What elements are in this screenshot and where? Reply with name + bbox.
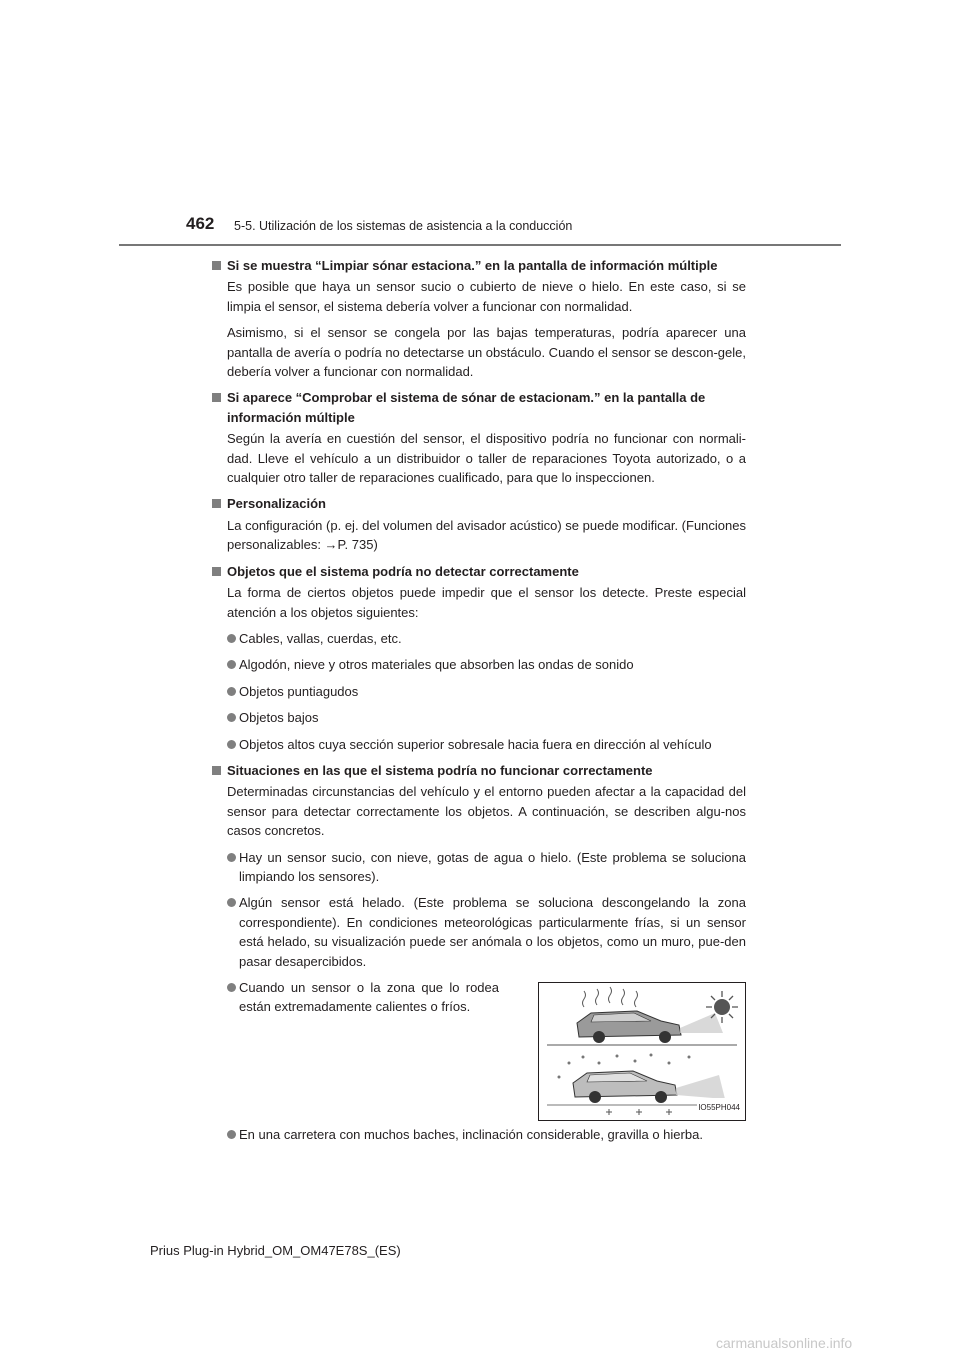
sensor-wave-icon bbox=[680, 1013, 723, 1033]
illustration-hot-cold-sensor bbox=[538, 982, 746, 1121]
page-number: 462 bbox=[186, 214, 215, 233]
ice-crystal-icon bbox=[606, 1109, 672, 1115]
watermark: carmanualsonline.info bbox=[716, 1335, 853, 1351]
header-rule bbox=[119, 244, 841, 246]
figure-row bbox=[210, 978, 746, 1121]
footer-document-id: Prius Plug-in Hybrid_OM_OM47E78S_(ES) bbox=[150, 1243, 401, 1258]
bullet-list bbox=[210, 848, 746, 971]
paragraph: Según la avería en cuestión del sensor, el dispositivo podría no funcionar con normali-dad. Lleve el vehículo a un distribuidor o taller de reparaciones Toyota autorizado, o a cualquier otro taller de reparaciones cualificado, para que lo inspeccionen. bbox=[227, 431, 746, 486]
list-item: Algodón, nieve y otros materiales que absorben las ondas de sonido bbox=[210, 655, 746, 674]
list-item: Cuando un sensor o la zona que lo rodea están extremadamente calientes o fríos. bbox=[210, 978, 499, 1017]
section-malfunction-situations bbox=[210, 761, 746, 1144]
section-customization bbox=[210, 494, 746, 554]
bullet-list bbox=[210, 1125, 746, 1144]
page-content bbox=[210, 256, 746, 1151]
section-heading: Si aparece “Comprobar el sistema de sónar de estacionam.” en la pantalla de información múltiple bbox=[210, 388, 746, 427]
section-heading: Personalización bbox=[210, 494, 746, 513]
section-heading: Situaciones en las que el sistema podría no funcionar correctamente bbox=[210, 761, 746, 780]
section-heading: Objetos que el sistema podría no detectar correctamente bbox=[210, 562, 746, 581]
list-item: Cables, vallas, cuerdas, etc. bbox=[210, 629, 746, 648]
sensor-wave-icon bbox=[676, 1075, 725, 1099]
paragraph: Es posible que haya un sensor sucio o cubierto de nieve o hielo. En este caso, si se limpia el sensor, el sistema debería volver a funcionar con normalidad. bbox=[227, 279, 746, 314]
list-item: En una carretera con muchos baches, inclinación considerable, gravilla o hierba. bbox=[210, 1125, 746, 1144]
paragraph: Asimismo, si el sensor se congela por las bajas temperaturas, podría aparecer una pantalla de avería o podría no detectarse un obstáculo. Cuando el sensor se descon-gele, debería volver a funcionar con normalidad. bbox=[227, 325, 746, 380]
list-item: Objetos bajos bbox=[210, 708, 746, 727]
car-icon bbox=[573, 1071, 677, 1103]
paragraph: La forma de ciertos objetos puede impedir que el sensor los detecte. Preste especial atención a los objetos siguientes: bbox=[227, 585, 746, 620]
section-cleaning-message bbox=[210, 256, 746, 381]
figure-code: IO55PH044 bbox=[697, 1098, 741, 1117]
list-item: Hay un sensor sucio, con nieve, gotas de agua o hielo. (Este problema se soluciona limpiando los sensores). bbox=[210, 848, 746, 887]
section-undetected-objects bbox=[210, 562, 746, 754]
list-item: Objetos altos cuya sección superior sobresale hacia fuera en dirección al vehículo bbox=[210, 735, 746, 754]
paragraph: Determinadas circunstancias del vehículo y el entorno pueden afectar a la capacidad del sensor para detectar correctamente los objetos. A continuación, se describen algu-nos casos concretos. bbox=[227, 784, 746, 839]
section-heading: Si se muestra “Limpiar sónar estaciona.” en la pantalla de información múltiple bbox=[210, 256, 746, 275]
chapter-title: 5-5. Utilización de los sistemas de asistencia a la conducción bbox=[234, 219, 573, 233]
paragraph: La configuración (p. ej. del volumen del avisador acústico) se puede modificar. (Funciones personalizables: →P. 735) bbox=[227, 517, 746, 553]
list-item: Algún sensor está helado. (Este problema se soluciona descongelando la zona correspondiente). En condiciones meteorológicas particularmente frías, si un sensor está helado, su visualización puede ser anómala o los objetos, como un muro, pue-den pasar desapercibidos. bbox=[210, 893, 746, 971]
bullet-list bbox=[210, 629, 746, 754]
car-icon bbox=[577, 1011, 681, 1043]
section-check-system-message bbox=[210, 388, 746, 487]
list-item: Objetos puntiagudos bbox=[210, 682, 746, 701]
heat-waves-icon bbox=[583, 987, 638, 1007]
